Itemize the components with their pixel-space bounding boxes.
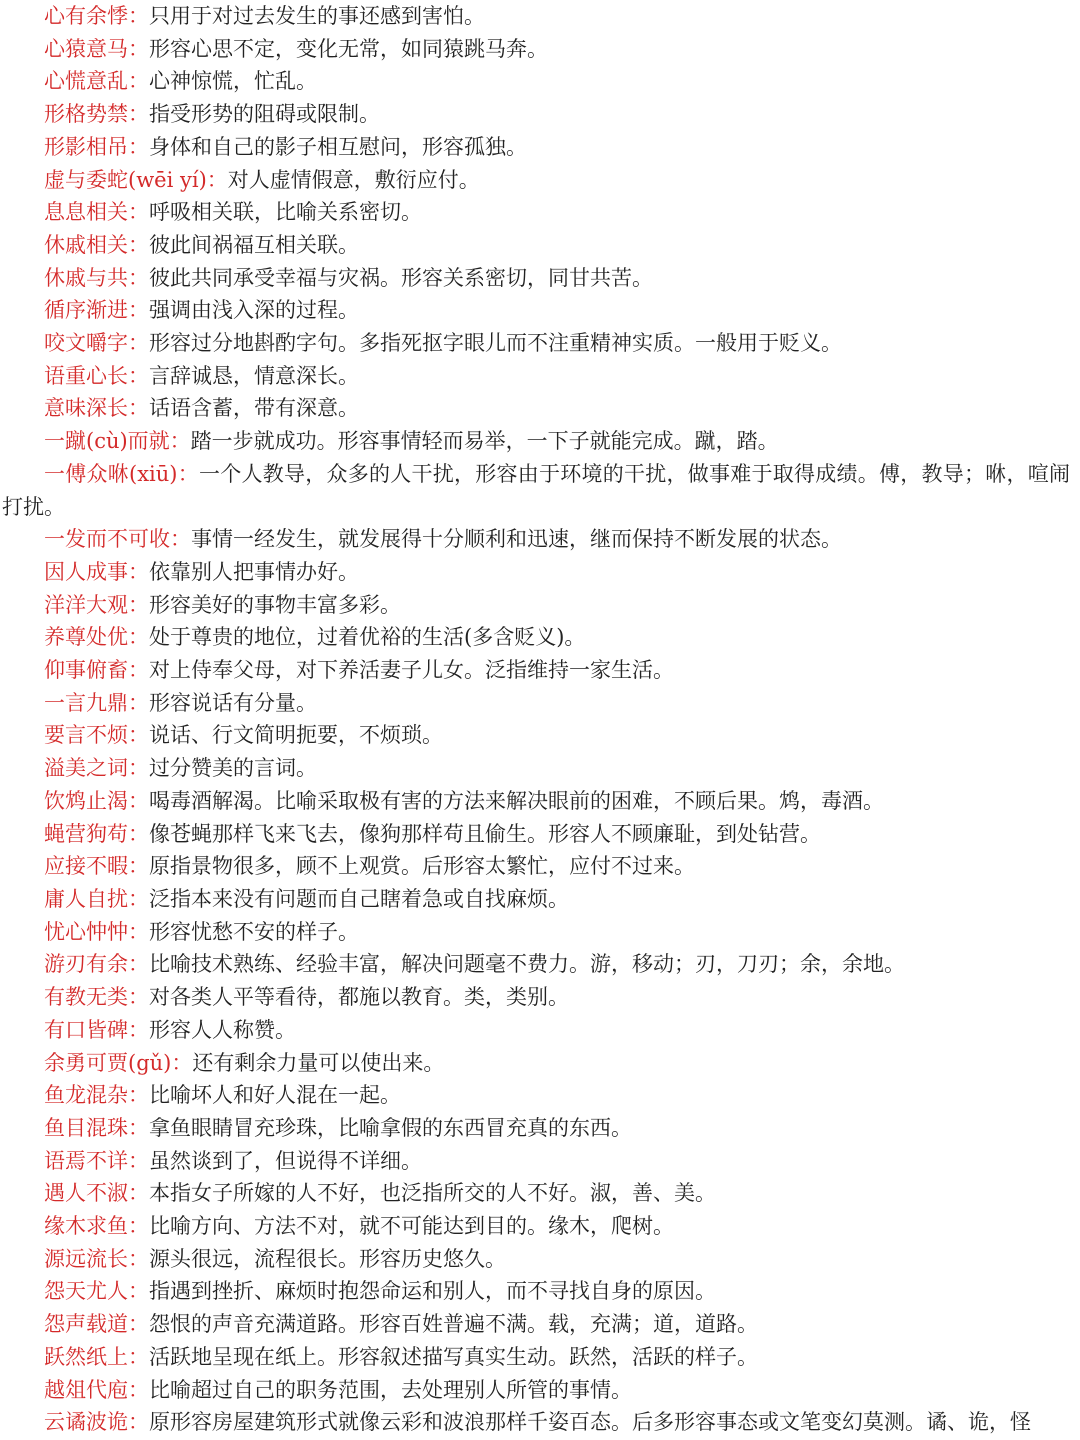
idiom-term: 循序渐进：	[44, 298, 149, 323]
idiom-term: 语焉不详：	[44, 1148, 149, 1173]
idiom-term: 越俎代庖：	[44, 1377, 149, 1402]
idiom-entry	[2, 1047, 1070, 1080]
idiom-term: 心有余悸：	[44, 4, 149, 28]
idiom-term: 语重心长：	[44, 363, 149, 388]
idiom-entry	[2, 0, 1070, 33]
idiom-term: 庸人自扰：	[44, 886, 149, 911]
idiom-term: 有教无类：	[44, 985, 149, 1010]
idiom-term: 形影相吊：	[44, 134, 149, 159]
idiom-entry	[2, 65, 1070, 98]
idiom-term: 虚与委蛇(wēi yí)：	[44, 167, 228, 192]
idiom-entry	[2, 360, 1070, 393]
idiom-entry	[2, 1210, 1070, 1243]
idiom-term: 咬文嚼字：	[44, 331, 149, 356]
idiom-definition: 源头很远，流程很长。形容历史悠久。	[149, 1246, 506, 1271]
idiom-term: 怨天尤人：	[44, 1279, 149, 1304]
idiom-definition: 形容美好的事物丰富多彩。	[149, 592, 401, 617]
idiom-definition: 对人虚情假意，敷衍应付。	[227, 167, 480, 192]
idiom-definition: 虽然谈到了，但说得不详细。	[149, 1148, 422, 1173]
idiom-term: 溢美之词：	[44, 756, 149, 781]
idiom-entry	[2, 818, 1070, 851]
idiom-term: 饮鸩止渴：	[44, 788, 149, 813]
idiom-definition: 形容忧愁不安的样子。	[149, 919, 359, 944]
idiom-entry	[2, 1177, 1070, 1210]
idiom-entry	[2, 1406, 1070, 1439]
idiom-definition: 只用于对过去发生的事还感到害怕。	[149, 4, 485, 28]
idiom-term: 养尊处优：	[44, 625, 149, 650]
idiom-entry	[2, 687, 1070, 720]
idiom-definition: 呼吸相关联，比喻关系密切。	[149, 200, 422, 225]
idiom-entry	[2, 1145, 1070, 1178]
idiom-entry	[2, 719, 1070, 752]
idiom-term: 休戚与共：	[44, 265, 149, 290]
idiom-entry	[2, 458, 1070, 523]
idiom-term: 洋洋大观：	[44, 592, 149, 617]
idiom-definition: 还有剩余力量可以使出来。	[192, 1050, 445, 1075]
idiom-entry	[2, 1308, 1070, 1341]
idiom-definition: 过分赞美的言词。	[149, 756, 317, 781]
idiom-definition: 活跃地呈现在纸上。形容叙述描写真实生动。跃然，活跃的样子。	[149, 1344, 758, 1369]
idiom-definition: 心神惊慌，忙乱。	[149, 69, 317, 94]
idiom-term: 有口皆碑：	[44, 1017, 149, 1042]
idiom-entry	[2, 948, 1070, 981]
idiom-term: 蝇营狗苟：	[44, 821, 149, 846]
idiom-entry	[2, 654, 1070, 687]
idiom-definition: 比喻技术熟练、经验丰富，解决问题毫不费力。游，移动；刃，刀刃；余，余地。	[149, 952, 905, 977]
idiom-entry	[2, 262, 1070, 295]
idiom-term: 云谲波诡：	[44, 1410, 149, 1435]
idiom-definition: 说话、行文简明扼要，不烦琐。	[149, 723, 443, 748]
idiom-term: 游刃有余：	[44, 952, 149, 977]
idiom-term: 一傅众咻(xiū)：	[44, 461, 199, 486]
idiom-entry	[2, 1079, 1070, 1112]
idiom-entry	[2, 1243, 1070, 1276]
idiom-definition: 比喻方向、方法不对，就不可能达到目的。缘木，爬树。	[149, 1214, 674, 1239]
idiom-term: 形格势禁：	[44, 102, 149, 127]
idiom-entry	[2, 164, 1070, 197]
idiom-entry	[2, 850, 1070, 883]
idiom-definition: 话语含蓄，带有深意。	[149, 396, 359, 421]
idiom-definition: 怨恨的声音充满道路。形容百姓普遍不满。载，充满；道，道路。	[149, 1312, 758, 1337]
idiom-definition: 对各类人平等看待，都施以教育。类，类别。	[149, 985, 569, 1010]
idiom-entry	[2, 392, 1070, 425]
idiom-entry	[2, 752, 1070, 785]
idiom-definition: 比喻坏人和好人混在一起。	[149, 1083, 401, 1108]
idiom-definition: 形容说话有分量。	[149, 690, 317, 715]
idiom-entry	[2, 589, 1070, 622]
idiom-entry	[2, 425, 1070, 458]
idiom-definition: 本指女子所嫁的人不好，也泛指所交的人不好。淑，善、美。	[149, 1181, 716, 1206]
idiom-definition: 像苍蝇那样飞来飞去，像狗那样苟且偷生。形容人不顾廉耻，到处钻营。	[149, 821, 821, 846]
idiom-definition: 原形容房屋建筑形式就像云彩和波浪那样千姿百态。后多形容事态或文笔变幻莫测。谲、诡，怪	[149, 1410, 1031, 1435]
idiom-term: 鱼目混珠：	[44, 1115, 149, 1140]
idiom-definition: 处于尊贵的地位，过着优裕的生活(多含贬义)。	[149, 625, 586, 650]
idiom-definition: 指受形势的阻碍或限制。	[149, 102, 380, 127]
idiom-definition: 彼此共同承受幸福与灾祸。形容关系密切，同甘共苦。	[149, 265, 653, 290]
idiom-definition: 比喻超过自己的职务范围，去处理别人所管的事情。	[149, 1377, 632, 1402]
idiom-term: 要言不烦：	[44, 723, 149, 748]
idiom-definition: 形容心思不定，变化无常，如同猿跳马奔。	[149, 36, 548, 61]
idiom-definition: 拿鱼眼睛冒充珍珠，比喻拿假的东西冒充真的东西。	[149, 1115, 632, 1140]
idiom-term: 源远流长：	[44, 1246, 149, 1271]
idiom-term: 意味深长：	[44, 396, 149, 421]
idiom-term: 遇人不淑：	[44, 1181, 149, 1206]
idiom-term: 一言九鼎：	[44, 690, 149, 715]
idiom-term: 鱼龙混杂：	[44, 1083, 149, 1108]
idiom-term: 一蹴(cù)而就：	[44, 429, 191, 454]
idiom-entry	[2, 131, 1070, 164]
idiom-entry	[2, 1374, 1070, 1407]
idiom-entry	[2, 229, 1070, 262]
idiom-entry	[2, 196, 1070, 229]
idiom-entry	[2, 883, 1070, 916]
idiom-entry	[2, 523, 1070, 556]
idiom-entry	[2, 294, 1070, 327]
idiom-definition: 言辞诚恳，情意深长。	[149, 363, 359, 388]
idiom-definition: 事情一经发生，就发展得十分顺利和迅速，继而保持不断发展的状态。	[191, 527, 842, 552]
idiom-term: 忧心忡忡：	[44, 919, 149, 944]
idiom-entry	[2, 98, 1070, 131]
idiom-entry	[2, 785, 1070, 818]
idiom-definition: 泛指本来没有问题而自己瞎着急或自找麻烦。	[149, 886, 569, 911]
idiom-term: 因人成事：	[44, 559, 149, 584]
idiom-definition: 一个人教导，众多的人干扰，形容由于环境的干扰，做事难于取得成绩。傅，教导；咻，喧闹打扰。	[2, 461, 1070, 519]
idiom-entry	[2, 327, 1070, 360]
idiom-definition: 彼此间祸福互相关联。	[149, 232, 359, 257]
idiom-entry	[2, 981, 1070, 1014]
idiom-definition: 形容过分地斟酌字句。多指死抠字眼儿而不注重精神实质。一般用于贬义。	[149, 331, 842, 356]
idiom-term: 应接不暇：	[44, 854, 149, 879]
idiom-definition: 指遇到挫折、麻烦时抱怨命运和别人，而不寻找自身的原因。	[149, 1279, 716, 1304]
idiom-definition: 强调由浅入深的过程。	[149, 298, 359, 323]
idiom-term: 余勇可贾(gǔ)：	[44, 1050, 193, 1075]
idiom-entry	[2, 1014, 1070, 1047]
idiom-entry	[2, 1275, 1070, 1308]
idiom-definition: 原指景物很多，顾不上观赏。后形容太繁忙，应付不过来。	[149, 854, 695, 879]
idiom-entry	[2, 1341, 1070, 1374]
idiom-entry	[2, 621, 1070, 654]
idiom-entry	[2, 33, 1070, 66]
idiom-entry	[2, 1112, 1070, 1145]
idiom-term: 一发而不可收：	[44, 527, 191, 552]
idiom-entry	[2, 916, 1070, 949]
idiom-term: 跃然纸上：	[44, 1344, 149, 1369]
idiom-term: 休戚相关：	[44, 232, 149, 257]
idiom-term: 仰事俯畜：	[44, 658, 149, 683]
idiom-term: 缘木求鱼：	[44, 1214, 149, 1239]
idiom-term: 怨声载道：	[44, 1312, 149, 1337]
idiom-term: 心猿意马：	[44, 36, 149, 61]
idiom-definition: 依靠别人把事情办好。	[149, 559, 359, 584]
idiom-definition: 踏一步就成功。形容事情轻而易举，一下子就能完成。蹴，踏。	[190, 429, 779, 454]
idiom-entry	[2, 556, 1070, 589]
idiom-term: 息息相关：	[44, 200, 149, 225]
idiom-definition: 形容人人称赞。	[149, 1017, 296, 1042]
idiom-definition: 对上侍奉父母，对下养活妻子儿女。泛指维持一家生活。	[149, 658, 674, 683]
idiom-definition: 喝毒酒解渴。比喻采取极有害的方法来解决眼前的困难，不顾后果。鸩，毒酒。	[149, 788, 884, 813]
idiom-definition: 身体和自己的影子相互慰问，形容孤独。	[149, 134, 527, 159]
idiom-term: 心慌意乱：	[44, 69, 149, 94]
